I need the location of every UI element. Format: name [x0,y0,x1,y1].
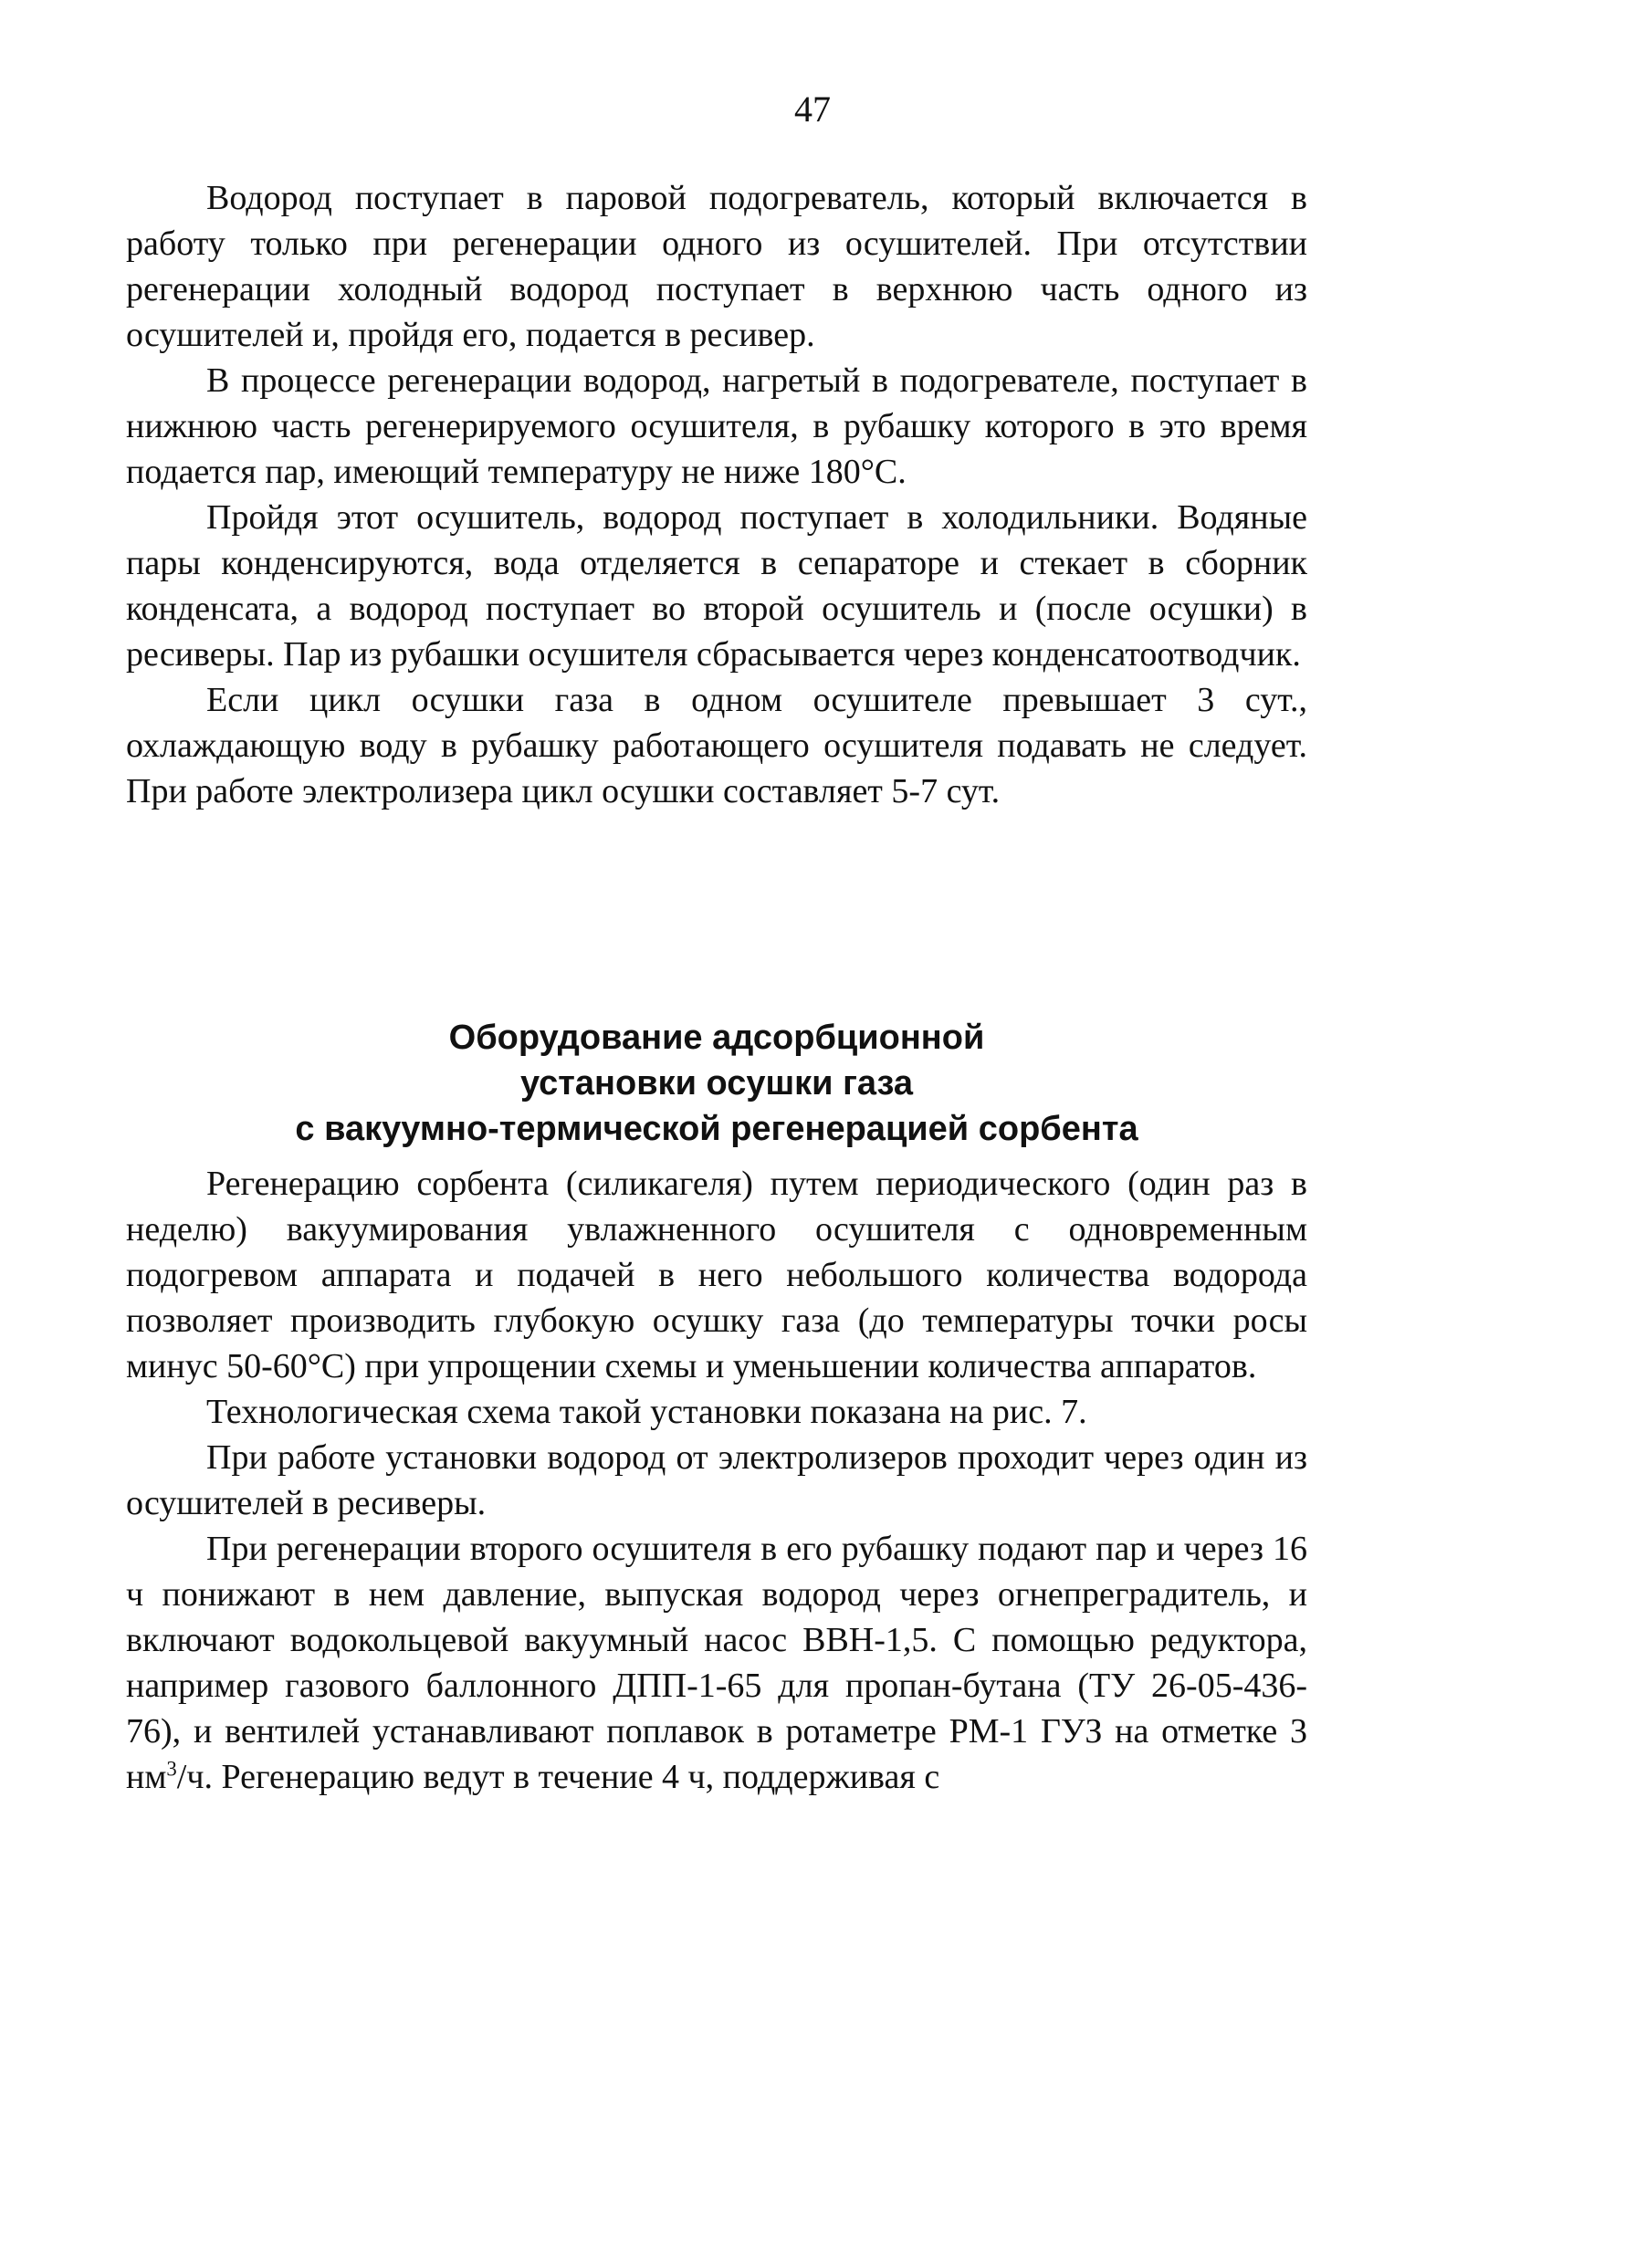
paragraph: Технологическая схема такой установки показана на рис. 7. [206,1393,1087,1431]
heading-line-2: установки осушки газа [519,1064,914,1103]
paragraph: При работе установки водород от электролизеров проходит через один из осушителей в ресиверы. [126,1438,1307,1522]
superscript-3: 3 [166,1757,177,1781]
paragraph-last [126,1526,1307,1800]
paragraph: В процессе регенерации водород, нагретый в подогревателе, поступает в нижнюю часть регенерируемого осушителя, в рубашку которого в это время подается пар, имеющий температуру не ниже 180°С. [126,361,1307,491]
paragraph: Если цикл осушки газа в одном осушителе превышает 3 сут., охлаждающую воду в рубашку работающего осушителя подавать не следует. При работе электролизера цикл осушки составляет 5-7 сут. [126,681,1307,810]
paragraph-text-end: /ч. Регенерацию ведут в течение 4 ч, поддерживая с [176,1758,940,1796]
section-1-text [126,175,1307,814]
page-number: 47 [794,89,831,130]
section-heading [126,1015,1307,1152]
paragraph: Регенерацию сорбента (силикагеля) путем периодического (один раз в неделю) вакуумирования увлажненного осушителя с одновременным подогревом аппарата и подачей в него небольшого количества водорода позволяет производить глубокую осушку газа (до температуры точки росы минус 50-60°С) при упрощении схемы и уменьшении количества аппаратов. [126,1165,1307,1385]
paragraph: Пройдя этот осушитель, водород поступает в холодильники. Водяные пары конденсируются, вода отделяется в сепараторе и стекает в сборник конденсата, а водород поступает во второй осушитель и (после осушки) в ресиверы. Пар из рубашки осушителя сбрасывается через конденсатоотводчик. [126,498,1307,674]
heading-line-1: Оборудование адсорбционной [448,1019,985,1057]
paragraph: Водород поступает в паровой подогреватель, который включается в работу только при регенерации одного из осушителей. При отсутствии регенерации холодный водород поступает в верхнюю часть одного из осушителей и, пройдя его, подается в ресивер. [126,179,1307,354]
section-2-text [126,1161,1307,1800]
heading-line-3: с вакуумно-термической регенерацией сорбента [295,1110,1138,1148]
paragraph-text: При регенерации второго осушителя в его рубашку подают пар и через 16 ч понижают в нем давление, выпуская водород через огнепреградитель, и включают водокольцевой вакуумный насос ВВН-1,5. С помощью редуктора, например газового баллонного ДПП-1-65 для пропан-бутана (ТУ 26-05-436-76), и вентилей устанавливают поплавок в ротаметре РМ-1 ГУЗ на отметке 3 нм [126,1530,1307,1796]
